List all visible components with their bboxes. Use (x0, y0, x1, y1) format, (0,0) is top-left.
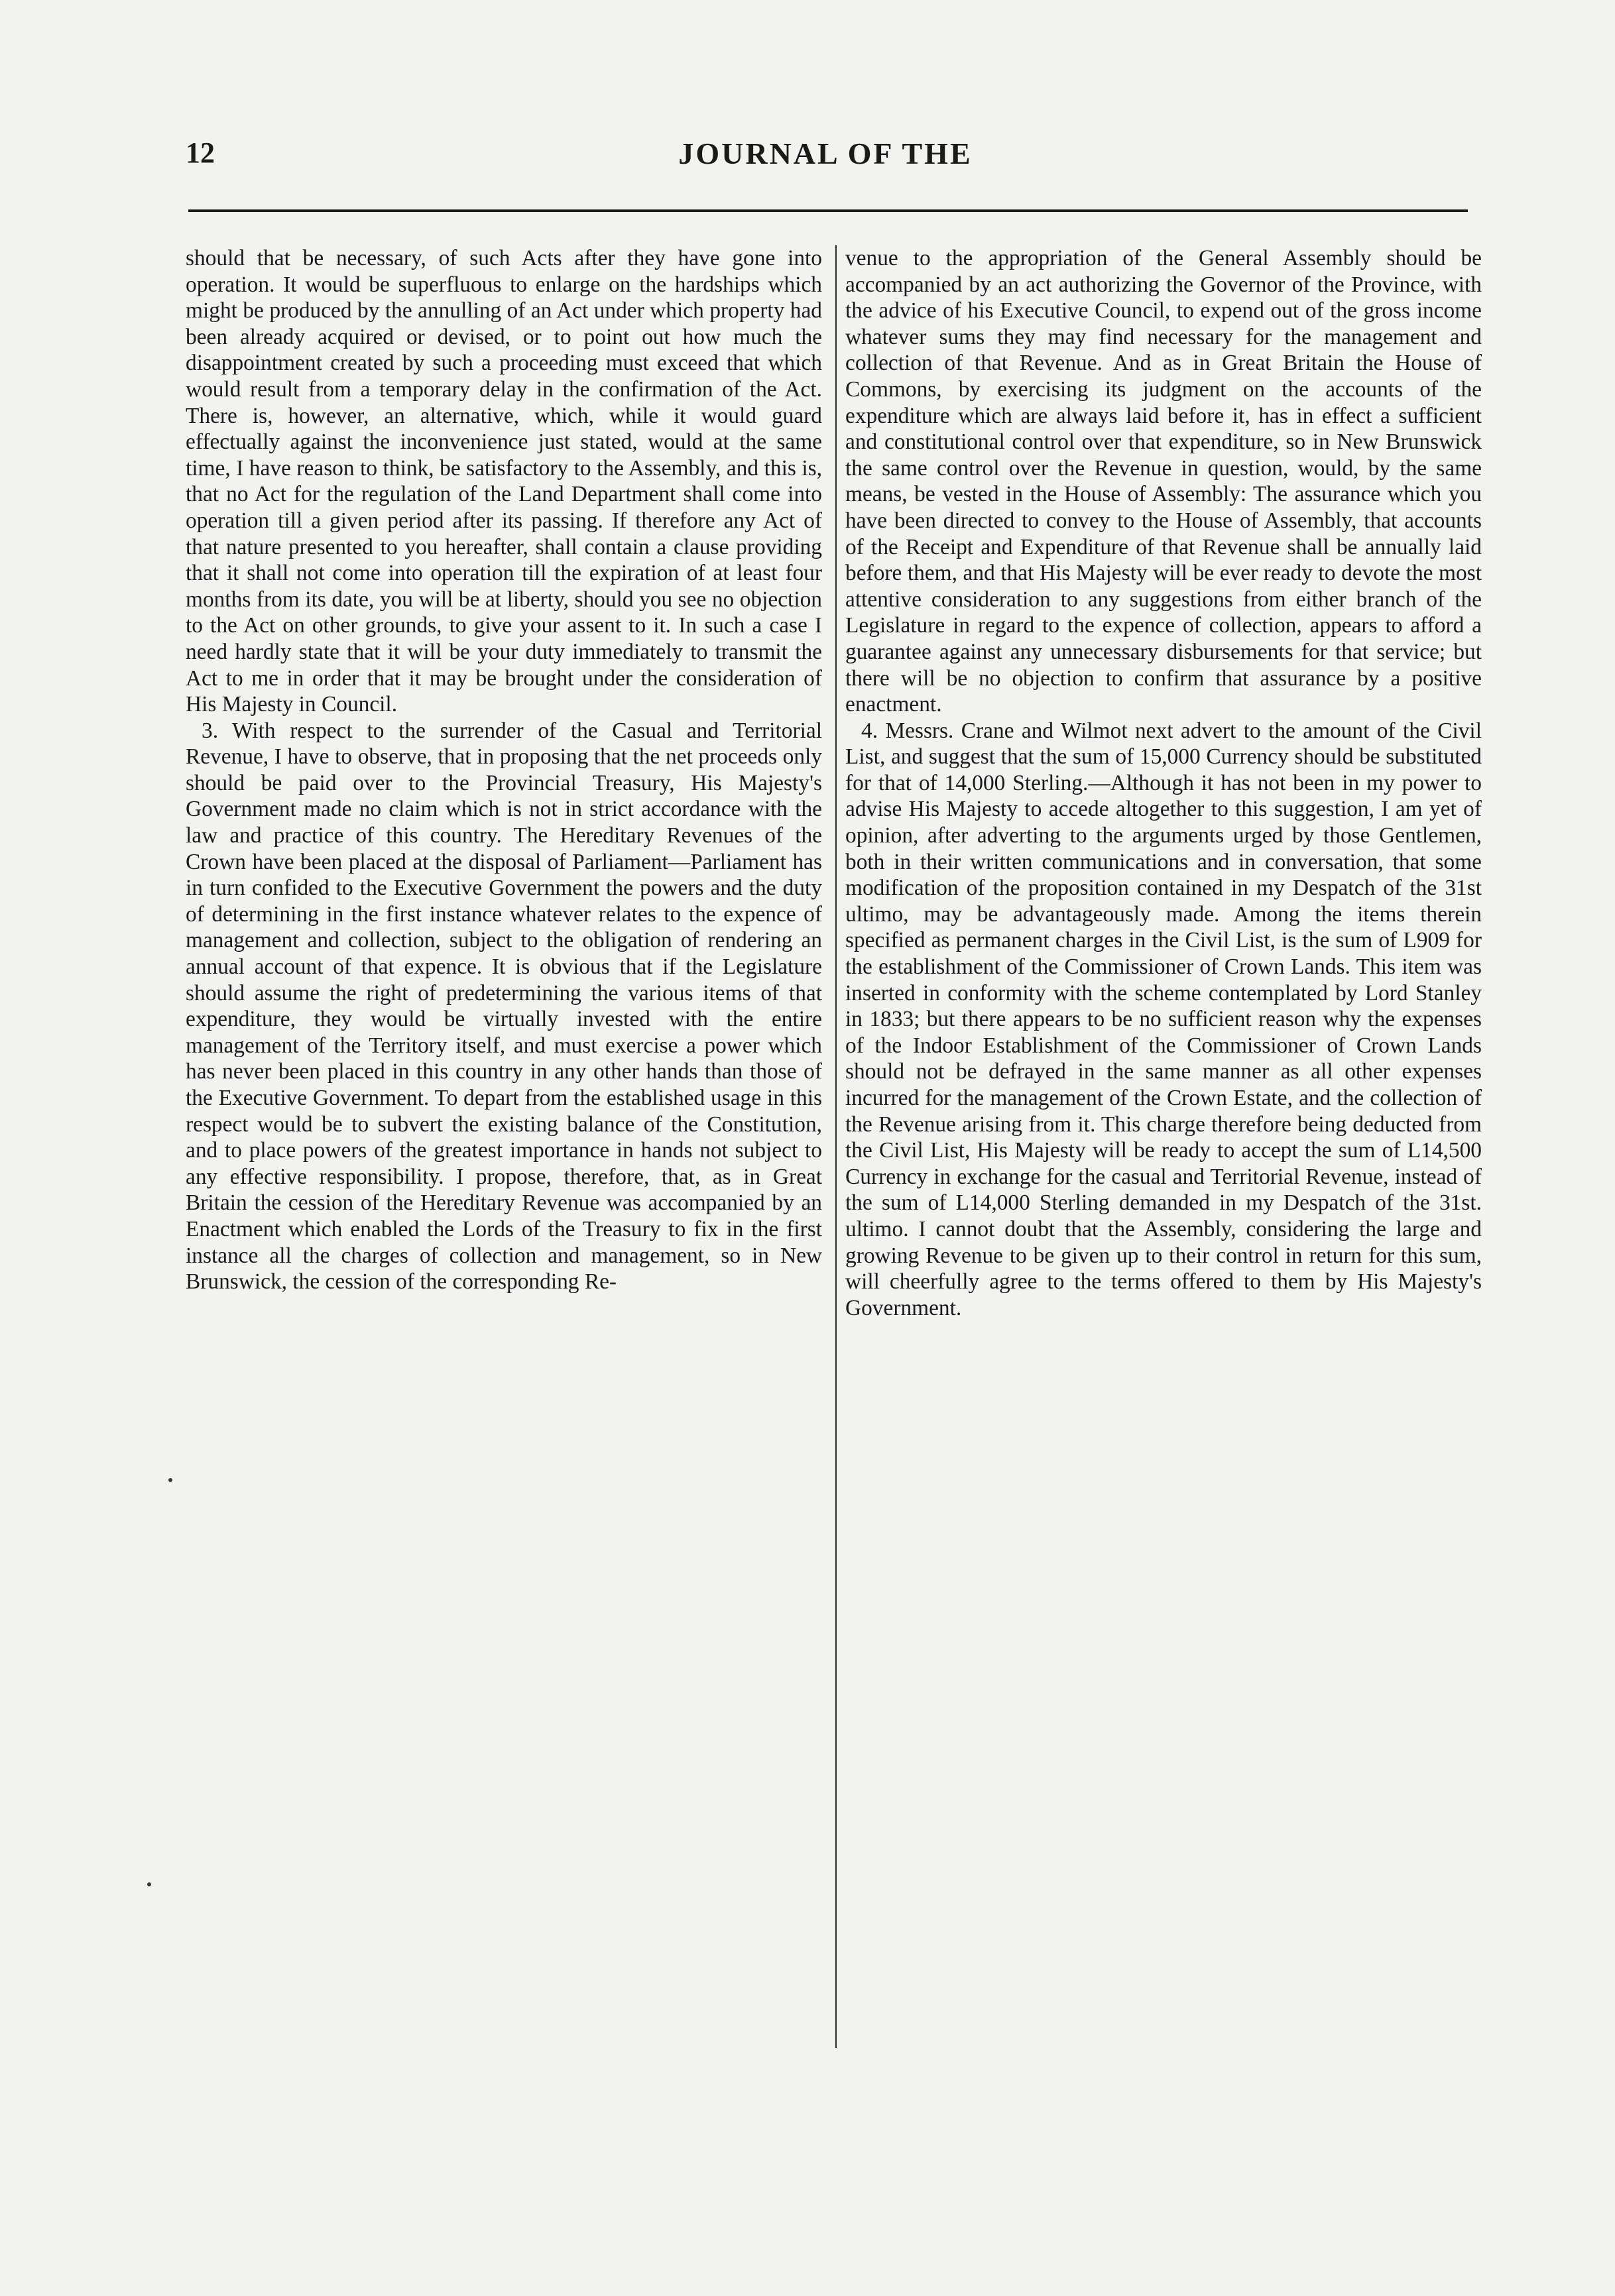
journal-title: JOURNAL OF THE (678, 137, 973, 170)
right-paragraph-continuation: venue to the appropriation of the General Assembly should be accompanied by an act authorizing the Governor of the Province, with the advice of his Executive Council, to expend out of the gross income whatever sums they may find necessary for the management and collection of that Revenue. And as in Great Britain the House of Commons, by exercising its judgment on the accounts of the expenditure which are always laid before it, has in effect a sufficient and constitutional control over that expenditure, so in New Brunswick the same control over the Revenue in question, would, by the same means, be vested in the House of Assembly: The assurance which you have been directed to convey to the House of Assembly, that accounts of the Receipt and Expenditure of that Revenue shall be annually laid before them, and that His Majesty will be ever ready to devote the most attentive consideration to any suggestions from either branch of the Legislature in regard to the expence of collection, appears to afford a guarantee against any unnecessary disbursements for that service; but there will be no objection to confirm that assurance by a positive enactment. (845, 246, 1482, 717)
running-head (186, 136, 1465, 182)
column-divider (835, 245, 837, 2048)
left-paragraph-continuation: should that be necessary, of such Acts after they have gone into operation. It would be superfluous to enlarge on the hardships which might be produced by the annulling of an Act under which property had been already acquired or devised, or to point out how much the disappointment created by such a proceeding must exceed that which would result from a temporary delay in the confirmation of the Act. There is, however, an alternative, which, while it would guard effectually against the inconvenience just stated, would at the same time, I have reason to think, be satisfactory to the Assembly, and this is, that no Act for the regulation of the Land Department shall come into operation till a given period after its passing. If therefore any Act of that nature presented to you hereafter, shall contain a clause providing that it shall not come into operation till the expiration of at least four months from its date, you will be at liberty, should you see no objection to the Act on other grounds, to give your assent to it. In such a case I need hardly state that it will be your duty immediately to transmit the Act to me in order that it may be brought under the consideration of His Majesty in Council. (186, 246, 822, 717)
header-rule (188, 209, 1468, 212)
page-number: 12 (186, 137, 215, 169)
left-column (186, 245, 822, 1295)
right-column (845, 245, 1482, 1321)
left-paragraph-section-3: 3. With respect to the surrender of the Casual and Territorial Revenue, I have to observe, that in proposing that the net proceeds only should be paid over to the Provincial Treasury, His Majesty's Government made no claim which is not in strict accordance with the law and practice of this country. The Hereditary Revenues of the Crown have been placed at the disposal of Parliament—Parliament has in turn confided to the Executive Government the powers and the duty of determining in the first instance whatever relates to the expence of management and collection, subject to the obligation of rendering an annual account of that expence. It is obvious that if the Legislature should assume the right of predetermining the various items of that expenditure, they would be virtually invested with the entire management of the Territory itself, and must exercise a power which has never been placed in this country in any other hands than those of the Executive Government. To depart from the established usage in this respect would be to subvert the existing balance of the Constitution, and to place powers of the greatest importance in hands not subject to any effective responsibility. I propose, therefore, that, as in Great Britain the cession of the Hereditary Revenue was accompanied by an Enactment which enabled the Lords of the Treasury to fix in the first instance all the charges of collection and management, so in New Brunswick, the cession of the corresponding Re- (186, 718, 822, 1294)
right-paragraph-section-4: 4. Messrs. Crane and Wilmot next advert to the amount of the Civil List, and suggest that the sum of 15,000 Currency should be substituted for that of 14,000 Sterling.—Although it has not been in my power to advise His Majesty to accede altogether to this suggestion, I am yet of opinion, after adverting to the arguments urged by those Gentlemen, both in their written communications and in conversation, that some modification of the proposition contained in my Despatch of the 31st ultimo, may be advantageously made. Among the items therein specified as permanent charges in the Civil List, is the sum of L909 for the establishment of the Commissioner of Crown Lands. This item was inserted in conformity with the scheme contemplated by Lord Stanley in 1833; but there appears to be no sufficient reason why the expenses of the Indoor Establishment of the Commissioner of Crown Lands should not be defrayed in the same manner as all other expenses incurred for the management of the Crown Estate, and the collection of the Revenue arising from it. This charge therefore being deducted from the Civil List, His Majesty will be ready to accept the sum of L14,500 Currency in exchange for the casual and Territorial Revenue, instead of the sum of L14,000 Sterling demanded in my Despatch of the 31st. ultimo. I cannot doubt that the Assembly, considering the large and growing Revenue to be given up to their control in return for this sum, will cheerfully agree to the terms offered to them by His Majesty's Government. (845, 718, 1482, 1320)
print-speck (147, 1882, 151, 1886)
print-speck (168, 1478, 172, 1482)
